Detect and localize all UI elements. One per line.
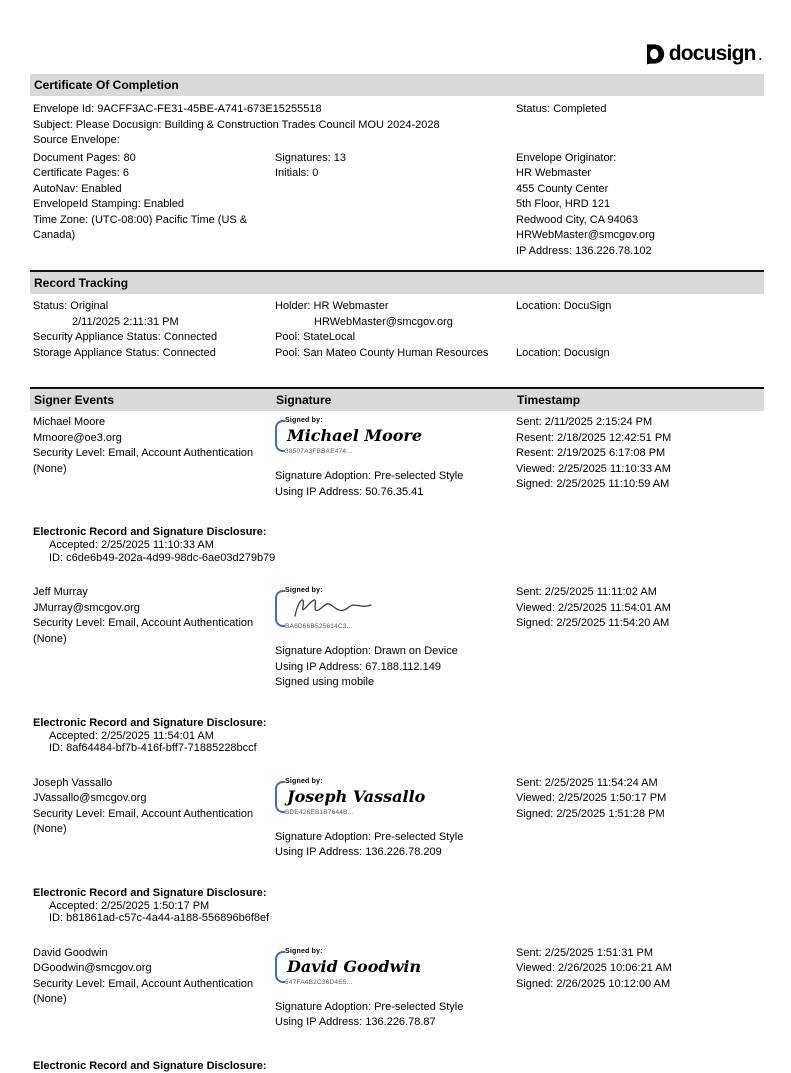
signer-row-michael-moore — [33, 415, 762, 500]
certificate-pages: Certificate Pages: 6 — [33, 167, 129, 179]
disclosure-block-2 — [33, 717, 762, 755]
col-header-signature: Signature — [276, 393, 332, 407]
signer-name: David Goodwin — [33, 946, 108, 959]
ts-sent: Sent: 2/25/2025 11:54:24 AM — [516, 776, 658, 789]
signed-by-label: Signed by: — [285, 587, 323, 594]
ts-signed: Signed: 2/25/2025 11:10:59 AM — [516, 478, 670, 490]
signature-cell — [275, 415, 516, 500]
timestamp-cell — [516, 415, 762, 500]
envelopeid-stamping: EnvelopeId Stamping: Enabled — [33, 198, 185, 210]
originator-address-3: Redwood City, CA 94063 — [516, 213, 639, 226]
signer-security-level: Security Level: Email, Account Authentication — [33, 977, 254, 990]
rt-pool-1: Pool: StateLocal — [275, 331, 356, 343]
disclosure-title: Electronic Record and Signature Disclosure: — [33, 526, 267, 538]
ts-sent: Sent: 2/25/2025 1:51:31 PM — [516, 946, 653, 959]
certificate-top-grid — [33, 102, 762, 149]
originator-email: HRWebMaster@smcgov.org — [516, 229, 655, 241]
rt-location-2: Location: Docusign — [516, 346, 610, 359]
col-header-signer-events: Signer Events — [34, 393, 115, 407]
signature-cell — [275, 946, 516, 1031]
ts-viewed: Viewed: 2/26/2025 10:06:21 AM — [516, 962, 672, 974]
rt-location-spacer-2 — [516, 330, 762, 346]
signature-stamp — [275, 948, 427, 986]
signer-security-none: (None) — [33, 462, 67, 475]
signer-security-none: (None) — [33, 993, 67, 1005]
signature-image — [285, 594, 381, 623]
docusign-logo-icon — [644, 43, 666, 65]
originator-ip: IP Address: 136.226.78.102 — [516, 244, 652, 257]
signer-email: DGoodwin@smcgov.org — [33, 962, 152, 974]
docusign-logo-trademark-dot: . — [758, 49, 762, 63]
signatures-count: Signatures: 13 — [275, 151, 346, 164]
signer-row-david-goodwin — [33, 946, 762, 1031]
signer-security-none: (None) — [33, 632, 67, 645]
signer-row-jeff-murray — [33, 585, 762, 691]
signer-security-level: Security Level: Email, Account Authentication — [33, 617, 254, 629]
signer-email: JVassallo@smcgov.org — [33, 792, 147, 804]
ts-viewed: Viewed: 2/25/2025 1:50:17 PM — [516, 792, 667, 804]
signature-image: Michael Moore — [287, 426, 423, 445]
signature-id: 38507A3FBBAE474... — [285, 448, 353, 455]
rt-holder-email: HRWebMaster@smcgov.org — [314, 315, 453, 328]
signer-info — [33, 776, 275, 861]
disclosure-title: Electronic Record and Signature Disclosure: — [33, 1059, 267, 1072]
rt-status: Status: Original — [33, 300, 109, 312]
certificate-top-right — [516, 102, 762, 149]
docusign-logo-text: docusign — [668, 42, 756, 65]
drawn-signature-scribble — [287, 594, 379, 620]
certificate-col-right — [516, 151, 762, 260]
originator-address-1: 455 County Center — [516, 182, 609, 195]
document-pages: Document Pages: 80 — [33, 151, 136, 164]
signature-image: Joseph Vassallo — [287, 786, 426, 806]
signature-stamp — [275, 587, 381, 630]
signature-ip: Using IP Address: 67.188.112.149 — [275, 660, 441, 673]
signed-by-label: Signed by: — [285, 417, 323, 424]
signer-email: JMurray@smcgov.org — [33, 601, 140, 614]
disclosure-title: Electronic Record and Signature Disclosure: — [33, 886, 267, 899]
rt-storage-appliance: Storage Appliance Status: Connected — [33, 346, 216, 359]
ts-viewed: Viewed: 2/25/2025 11:10:33 AM — [516, 462, 671, 475]
subject: Subject: Please Docusign: Building & Construction Trades Council MOU 2024-2028 — [33, 118, 440, 131]
rt-pool-2: Pool: San Mateo County Human Resources — [275, 346, 489, 359]
signature-stamp — [275, 778, 431, 816]
rt-security-appliance: Security Appliance Status: Connected — [33, 331, 218, 343]
record-tracking-section-header: Record Tracking — [30, 270, 764, 294]
timestamp-cell — [516, 946, 762, 1031]
signed-by-label: Signed by: — [285, 777, 323, 785]
time-zone: Time Zone: (UTC-08:00) Pacific Time (US & Canada) — [33, 213, 248, 241]
signature-ip: Using IP Address: 136.226.78.209 — [275, 846, 442, 858]
envelope-status: Status: Completed — [516, 103, 607, 115]
disclosure-id: ID: c6de6b49-202a-4d99-98dc-6ae03d279b79 — [49, 551, 276, 564]
signed-by-label: Signed by: — [285, 947, 323, 955]
signature-image: David Goodwin — [287, 956, 422, 976]
envelope-id: Envelope Id: 9ACFF3AC-FE31-45BE-A741-673E15255518 — [33, 103, 322, 115]
record-tracking-grid — [33, 299, 762, 361]
autonav: AutoNav: Enabled — [33, 182, 122, 195]
envelope-originator-label: Envelope Originator: — [516, 151, 617, 164]
certificate-col-middle — [275, 151, 516, 260]
disclosure-block-4 — [33, 1060, 762, 1073]
certificate-col-left — [33, 151, 275, 260]
disclosure-accepted: Accepted: 2/25/2025 1:50:17 PM — [49, 899, 210, 912]
signer-security-level: Security Level: Email, Account Authentication — [33, 447, 254, 459]
signature-ip: Using IP Address: 50.76.35.41 — [275, 485, 424, 498]
signer-events-table-header — [30, 387, 764, 411]
signature-adoption: Signature Adoption: Pre-selected Style — [275, 1000, 464, 1013]
signer-info — [33, 415, 275, 500]
originator-name: HR Webmaster — [516, 167, 591, 179]
disclosure-id: ID: 8af64484-bf7b-416f-bff7-71885228bccf — [49, 742, 257, 754]
signer-security-level: Security Level: Email, Account Authentication — [33, 807, 254, 820]
signature-mobile-note: Signed using mobile — [275, 676, 375, 688]
disclosure-title: Electronic Record and Signature Disclosure: — [33, 716, 267, 729]
signer-row-joseph-vassallo — [33, 776, 762, 861]
docusign-logo — [644, 43, 762, 65]
timestamp-cell — [516, 585, 762, 691]
certificate-top-left — [33, 102, 516, 149]
signature-id: BDE426EB1B7644B... — [285, 808, 354, 816]
rt-holder: Holder: HR Webmaster — [275, 300, 389, 312]
signature-stamp — [275, 417, 428, 455]
signature-adoption: Signature Adoption: Drawn on Device — [275, 645, 458, 657]
ts-viewed: Viewed: 2/25/2025 11:54:01 AM — [516, 601, 671, 614]
certificate-section-header: Certificate Of Completion — [30, 74, 764, 96]
signer-name: Jeff Murray — [33, 586, 88, 598]
logo-row — [33, 40, 762, 68]
rt-status-time: 2/11/2025 2:11:31 PM — [72, 315, 179, 328]
ts-resent-1: Resent: 2/18/2025 12:42:51 PM — [516, 431, 672, 444]
ts-signed: Signed: 2/26/2025 10:12:00 AM — [516, 977, 671, 990]
disclosure-block-3 — [33, 887, 762, 925]
timestamp-cell — [516, 776, 762, 861]
signer-info — [33, 585, 275, 691]
rt-location-spacer-1 — [516, 315, 762, 331]
col-header-timestamp: Timestamp — [517, 393, 581, 407]
ts-sent: Sent: 2/11/2025 2:15:24 PM — [516, 416, 653, 428]
source-envelope: Source Envelope: — [33, 134, 120, 146]
disclosure-accepted: Accepted: 2/25/2025 11:54:01 AM — [49, 729, 214, 742]
record-tracking-col1 — [33, 299, 275, 361]
signature-id: BA6D66B525614C3... — [285, 623, 353, 630]
signer-info — [33, 946, 275, 1031]
record-tracking-col3 — [516, 299, 762, 361]
disclosure-block-1 — [33, 526, 762, 564]
signer-name: Michael Moore — [33, 416, 106, 428]
ts-sent: Sent: 2/25/2025 11:11:02 AM — [516, 586, 657, 598]
signature-adoption: Signature Adoption: Pre-selected Style — [275, 830, 464, 843]
originator-address-2: 5th Floor, HRD 121 — [516, 198, 611, 210]
ts-signed: Signed: 2/25/2025 1:51:28 PM — [516, 807, 665, 820]
signature-cell — [275, 585, 516, 691]
signature-ip: Using IP Address: 136.226.78.87 — [275, 1016, 436, 1028]
signer-security-none: (None) — [33, 823, 67, 835]
disclosure-id: ID: b81861ad-c57c-4a44-a188-556896b6f8ef — [49, 912, 270, 924]
certificate-detail-grid — [33, 151, 762, 260]
disclosure-accepted: Accepted: 2/25/2025 11:10:33 AM — [49, 539, 214, 551]
signature-id: 647FA4B2C36D4E5... — [285, 978, 353, 986]
rt-location-1: Location: DocuSign — [516, 300, 612, 312]
ts-signed: Signed: 2/25/2025 11:54:20 AM — [516, 617, 670, 629]
signature-cell — [275, 776, 516, 861]
signer-email: Mmoore@oe3.org — [33, 431, 122, 444]
signer-name: Joseph Vassallo — [33, 776, 113, 789]
record-tracking-col2 — [275, 299, 516, 361]
signature-adoption: Signature Adoption: Pre-selected Style — [275, 470, 464, 482]
ts-resent-2: Resent: 2/19/2025 6:17:08 PM — [516, 447, 666, 459]
initials-count: Initials: 0 — [275, 167, 319, 179]
